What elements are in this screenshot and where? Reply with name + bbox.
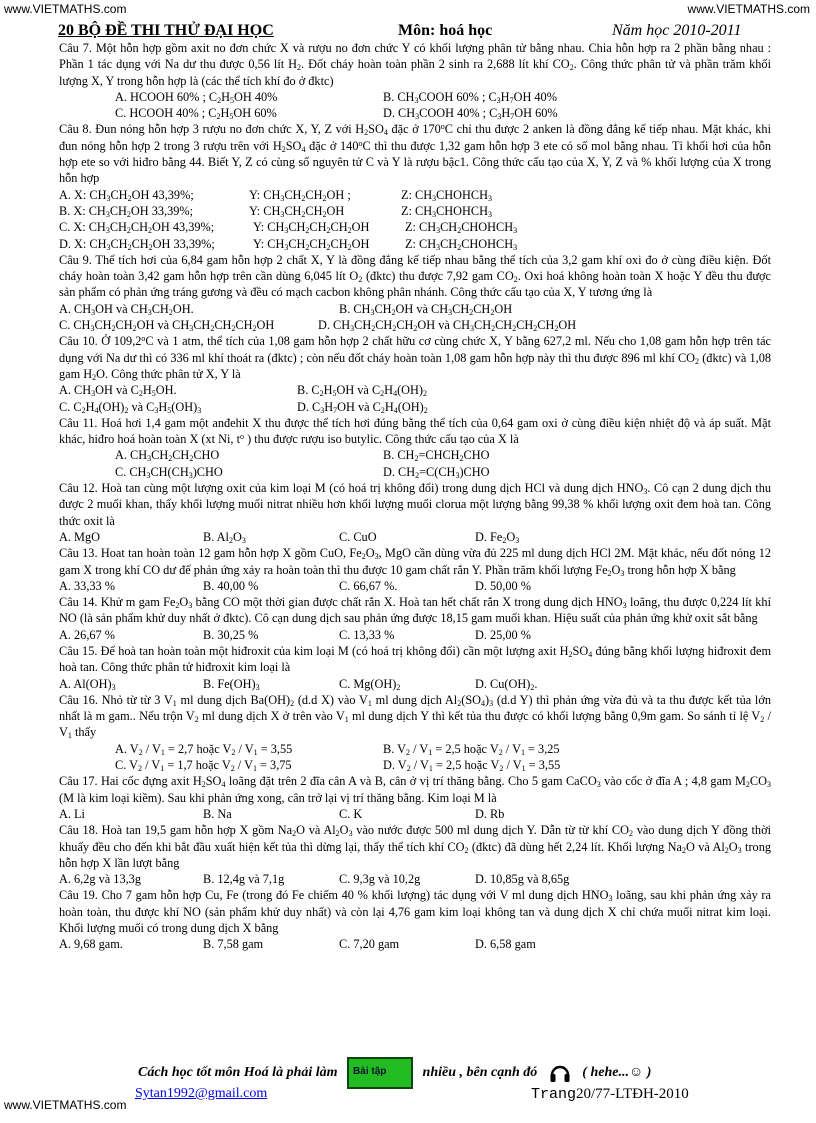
page-number [531,1086,689,1103]
footer-slogan [138,1057,651,1089]
header-title: 20 BỘ ĐỀ THI THỬ ĐẠI HỌC [58,22,274,39]
headphones-icon [549,1062,571,1084]
question-13: Câu 13. Hoat tan hoàn toàn 12 gam hỗn hợp X gồm CuO, $Fe_2O_3$, MgO cần dùng vừa đủ 225 ml dung dịch HCl 2M. Mặt khác, nếu đốt nóng 12 gam X trong khí CO dư để phản ứng xảy ra hoàn toàn thì thu được 10 gam chất rắn Y. Phần trăm khối lượng $Fe_2O_3$ trong hỗn hợp X bằng [59,546,771,578]
question-11: Câu 11. Hoá hơi 1,4 gam một anđehit X thu được thể tích hơi đúng bằng thể tích của 0,64 gam oxi ở cùng điều kiện nhiệt độ và áp suất. Mặt khác, hiđro hoá hoàn toàn X (xt Ni, $t^o$ ) thu được rượu iso butylic. Công thức cấu tạo của X là [59,415,771,447]
question-16: Câu 16. Nhỏ từ từ 3 $V_1$ ml dung dịch $Ba(OH)_2$ (d.d X) vào $V_1$ ml dung dịch $Al_2(SO_4)_3$ (d.d Y) thì phản ứng vừa đủ và ta thu được kết tủa lớn nhất là m gam.. Nếu trộn $V_2$ ml dung dịch X ở trên vào $V_1$ ml dung dịch Y thì kết tủa thu được có khối lượng bằng 0,9m gam. So sánh tỉ lệ $V_2 / V_1$ thấy [59,692,771,741]
page-header [58,22,778,42]
question-14: Câu 14. Khử m gam $Fe_2O_3$ bằng CO một thời gian được chất rắn X. Hoà tan hết chất rắn X trong dung dịch $HNO_3$ loãng, thu được 0,224 lít khí NO (là sản phẩm khử duy nhất ở đktc). Cô cạn dung dịch sau phản ứng được 18,15 gam muối khan. Hiệu suất của phản ứng khử oxit sắt bằng [59,595,771,626]
question-9: Câu 9. Thể tích hơi của 6,84 gam hỗn hợp 2 chất X, Y là đồng đẳng kế tiếp nhau bằng thể tích của 3,2 gam khí oxi đo ở cùng điều kiện. Đốt cháy hoàn toàn 3,42 gam hỗn hợp trên cần dùng 6,045 lít $O_2$ (đktc) thu được 7,92 gam $CO_2$. Oxi hoá không hoàn toàn X hoặc Y đều thu được sản phẩm có phản ứng tráng gương và đều có mạch cacbon không phân nhánh. Công thức cấu tạo của X, Y tương ứng là [59,252,772,300]
watermark-top-left: www.VIETMATHS.com [4,2,127,16]
watermark-bottom-left: www.VIETMATHS.com [4,1098,127,1112]
header-year: Năm học 2010-2011 [612,22,742,39]
header-subject: Môn: hoá học [398,22,493,39]
page-label: 20/77-LTĐH-2010 [576,1086,689,1102]
watermark-top-right: www.VIETMATHS.com [687,2,810,16]
question-8: Câu 8. Đun nóng hỗn hợp 3 rượu no đơn chức X, Y, Z với $H_2SO_4$ đặc ở 170$^o$C chỉ thu được 2 anken là đồng đẳng kế tiếp nhau. Mặt khác, khi đun nóng hỗn hợp 2 trong 3 rượu trên với $H_2SO_4$ đặc ở 140$^o$C thì thu được 1,32 gam hỗn hợp 3 ete có số mol bằng nhau. Tỉ khối hơi của hỗn hợp ete so với hiđro bằng 44. Biết Y, Z có cùng số nguyên tử C và Y là rượu bậc1. Công thức cấu tạo của X, Y, Z và % khối lượng của X trong hỗn hợp [59,122,771,186]
question-list: Câu 7. Một hỗn hợp gồm axit no đơn chức X và rượu no đơn chức Y có khối lượng phân tử bằng nhau. Chia hỗn hợp ra 2 phần bằng nhau : Phần 1 tác dụng với Na dư thu được 0,56 lít $H_2$. Đốt cháy hoàn toàn phần 2 sinh ra 2,688 lít khí $CO_2$. Công thức phân tử và phần trăm khối lượng X, Y trong hỗn hợp là (các thể tích khí đo ở đktc) A. HCOOH 60% ; $C_2H_5OH$ 40% B. $CH_3COOH$ 60% ; $C_3H_7OH$ 40% C. HCOOH 40% ; $C_2H_5OH$ 60% D. $CH_3COOH$ 40% ; $C_3H_7OH$ 60% Câu 8. Đun nóng hỗn hợp 3 rượu no đơn chức X, Y, Z với $H_2SO_4$ đặc ở 170$^o$C chỉ thu được 2 anken là đồng đẳng kế tiếp nhau. Mặt khác, khi đun nóng hỗn hợp 2 trong 3 rượu trên với $H_2SO_4$ đặc ở 140$^o$C thì thu được 1,32 gam hỗn hợp 3 ete có số mol bằng nhau. Tỉ khối hơi của hỗn hợp ete so với hiđro bằng 44. Biết Y, Z có cùng số nguyên tử C và Y là rượu bậc1. Công thức cấu tạo của X, Y, Z và % khối lượng của X trong hỗn hợp A. X: $CH_3CH_2OH$ 43,39%; Y: $CH_3CH_2CH_2OH$ ; Z: $CH_3CHOHCH_3$ B. X: $CH_3CH_2OH$ 33,39%; Y: $CH_3CH_2CH_2OH$ Z: $CH_3CHOHCH_3$ C. X: $CH_3CH_2CH_2OH$ 43,39%; Y: $CH_3CH_2CH_2CH_2OH$ Z: $CH_3CH_2CHOHCH_3$ D. X: $CH_3CH_2CH_2OH$ 33,39%; Y: $CH_3CH_2CH_2CH_2OH$ Z: $CH_3CH_2CHOHCH_3$ Câu 9. Thể tích hơi của 6,84 gam hỗn hợp 2 chất X, Y là đồng đẳng kế tiếp nhau bằng thể tích của 3,2 gam khí oxi đo ở cùng điều kiện. Đốt cháy hoàn toàn 3,42 gam hỗn hợp trên cần dùng 6,045 lít $O_2$ (đktc) thu được 7,92 gam $CO_2$. Oxi hoá không hoàn toàn X hoặc Y đều thu được sản phẩm có phản ứng tráng gương và đều có mạch cacbon không phân nhánh. Công thức cấu tạo của X, Y tương ứng là A. $CH_3OH$ và $CH_3CH_2OH$. B. $CH_3CH_2OH$ và $CH_3CH_2CH_2OH$ C. $CH_3CH_2CH_2OH$ và $CH_3CH_2CH_2CH_2OH$ D. $CH_3CH_2CH_2CH_2OH$ và $CH_3CH_2CH_2CH_2CH_2OH$ Câu 10. Ở 109,2$^o$C và 1 atm, thể tích của 1,08 gam hỗn hợp 2 chất hữu cơ cùng chức X, Y bằng 627,2 ml. Nếu cho 1,08 gam hỗn hợp trên tác dụng với Na dư thì có 336 ml khí thoát ra (đktc) ; còn nếu đốt cháy hoàn toàn 1,08 gam hỗn hợp này thì thu được 896 ml khí $CO_2$ (đktc) và 1,08 gam $H_2O$. Công thức phân tử X, Y là A. $CH_3OH$ và $C_2H_5OH$. B. $C_2H_5OH$ và $C_2H_4(OH)_2$ C. $C_2H_4(OH)_2$ và $C_3H_5(OH)_3$ D. $C_3H_7OH$ và $C_2H_4(OH)_2$ Câu 11. Hoá hơi 1,4 gam một anđehit X thu được thể tích hơi đúng bằng thể tích của 0,64 gam oxi ở cùng điều kiện nhiệt độ và áp suất. Mặt khác, hiđro hoá hoàn toàn X (xt Ni, $t^o$ ) thu được rượu iso butylic. Công thức cấu tạo của X là A. $CH_3CH_2CH_2CHO$ B. $CH_2=CHCH_2CHO$ C. $CH_3CH(CH_3)CHO$ D. $CH_2=C(CH_3)CHO$ Câu 12. Hoà tan cùng một lượng oxit của kim loại M (có hoá trị không đổi) trong dung dịch HCl và dung dịch $HNO_3$. Cô cạn 2 dung dịch thu được 2 muối khan, thấy khối lượng muối nitrat nhiều hơn khối lượng muối clorua một lượng bằng 99,38 % khối lượng oxit đem hoà tan. Công thức oxit là A. MgO B. $Al_2O_3$ C. CuO D. $Fe_2O_3$ Câu 13. Hoat tan hoàn toàn 12 gam hỗn hợp X gồm CuO, $Fe_2O_3$, MgO cần dùng vừa đủ 225 ml dung dịch HCl 2M. Mặt khác, nếu đốt nóng 12 gam X trong khí CO dư để phản ứng xảy ra hoàn toàn thì thu được 10 gam chất rắn Y. Phần trăm khối lượng $Fe_2O_3$ trong hỗn hợp X bằng A. 33,33 % B. 40,00 % C. 66,67 %. D. 50,00 % Câu 14. Khử m gam $Fe_2O_3$ bằng CO một thời gian được chất rắn X. Hoà tan hết chất rắn X trong dung dịch $HNO_3$ loãng, thu được 0,224 lít khí NO (là sản phẩm khử duy nhất ở đktc). Cô cạn dung dịch sau phản ứng được 18,15 gam muối khan. Hiệu suất của phản ứng khử oxit sắt bằng A. 26,67 % B. 30,25 % C. 13,33 % D. 25,00 % Câu 15. Để hoà tan hoàn toàn một hiđroxit của kim loại M (có hoá trị không đổi) cần một lượng axit $H_2SO_4$ đúng bằng khối lượng hiđroxit đem hoà tan. Công thức phân tử hiđroxit kim loại là A. $Al(OH)_3$ B. $Fe(OH)_3$ C. $Mg(OH)_2$ D. $Cu(OH)_2$. Câu 16. Nhỏ từ từ 3 $V_1$ ml dung dịch $Ba(OH)_2$ (d.d X) vào $V_1$ ml dung dịch $Al_2(SO_4)_3$ (d.d Y) thì phản ứng vừa đủ và ta thu được kết tủa lớn nhất là m gam.. Nếu trộn $V_2$ ml dung dịch X ở trên vào $V_1$ ml dung dịch Y thì kết tủa thu được có khối lượng bằng 0,9m gam. So sánh tỉ lệ $V_2 / V_1$ thấy A. $V_2 / V_1 = 2,7$ hoặc $V_2 / V_1 = 3,55$ B. $V_2 / V_1 = 2,5$ hoặc $V_2 / V_1 = 3,25$ C. $V_2 / V_1 = 1,7$ hoặc $V_2 / V_1 = 3,75$ D. $V_2 / V_1 = 2,5$ hoặc $V_2 / V_1 = 3,55$ Câu 17. Hai cốc đựng axit $H_2SO_4$ loãng đặt trên 2 đĩa cân A và B, cân ở vị trí thăng bằng. Cho 5 gam CaCO$_3$ vào cốc ở đĩa A ; 4,8 gam $M_2CO_3$ (M là kim loại kiềm). Sau khi phản ứng xong, cân trở lại vị trí thăng bằng. Kim loại M là A. Li B. Na C. K D. Rb Câu 18. Hoà tan 19,5 gam hỗn hợp X gồm $Na_2O$ và $Al_2O_3$ vào nước được 500 ml dung dịch Y. Dẫn từ từ khí $CO_2$ vào dung dịch Y đồng thời khuấy đều cho đến khi bắt đầu xuất hiện kết tủa thì dừng lại, thấy thể tích khí $CO_2$ (đktc) đã dùng hết 2,24 lít. Khối lượng $Na_2O$ và $Al_2O_3$ trong hỗn hợp X lần lượt bằng A. 6,2g và 13,3g B. 12,4g và 7,1g C. 9,3g và 10,2g D. 10,85g và 8,65g Câu 19. Cho 7 gam hỗn hợp Cu, Fe (trong đó Fe chiếm 40 % khối lượng) tác dụng với V ml dung dịch $HNO_3$ loãng, sau khi phản ứng xảy ra hoàn toàn, thu được khí NO (sản phẩm khử duy nhất) và còn lại 4,76 gam kim loại không tan và dung dịch X chỉ chứa muối nitrat kim loại. Khối lượng muối có trong dung dịch X bằng A. 9,68 gam. B. 7,58 gam C. 7,20 gam D. 6,58 gam [59,41,772,952]
question-7: Câu 7. Một hỗn hợp gồm axit no đơn chức X và rượu no đơn chức Y có khối lượng phân tử bằng nhau. Chia hỗn hợp ra 2 phần bằng nhau : Phần 1 tác dụng với Na dư thu được 0,56 lít $H_2$. Đốt cháy hoàn toàn phần 2 sinh ra 2,688 lít khí $CO_2$. Công thức phân tử và phần trăm khối lượng X, Y trong hỗn hợp là (các thể tích khí đo ở đktc) [59,41,771,88]
badge-text: Bài tập [353,1066,387,1077]
slogan-before: Cách học tốt môn Hoá là phải làm [138,1065,338,1081]
question-12: Câu 12. Hoà tan cùng một lượng oxit của kim loại M (có hoá trị không đổi) trong dung dịch HCl và dung dịch $HNO_3$. Cô cạn 2 dung dịch thu được 2 muối khan, thấy khối lượng muối nitrat nhiều hơn khối lượng muối clorua một lượng bằng 99,38 % khối lượng oxit đem hoà tan. Công thức oxit là [59,481,772,528]
question-17: Câu 17. Hai cốc đựng axit $H_2SO_4$ loãng đặt trên 2 đĩa cân A và B, cân ở vị trí thăng bằng. Cho 5 gam CaCO$_3$ vào cốc ở đĩa A ; 4,8 gam $M_2CO_3$ (M là kim loại kiềm). Sau khi phản ứng xong, cân trở lại vị trí thăng bằng. Kim loại M là [59,774,771,805]
question-15: Câu 15. Để hoà tan hoàn toàn một hiđroxit của kim loại M (có hoá trị không đổi) cần một lượng axit $H_2SO_4$ đúng bằng khối lượng hiđroxit đem hoà tan. Công thức phân tử hiđroxit kim loại là [59,643,772,675]
question-19: Câu 19. Cho 7 gam hỗn hợp Cu, Fe (trong đó Fe chiếm 40 % khối lượng) tác dụng với V ml dung dịch $HNO_3$ loãng, sau khi phản ứng xảy ra hoàn toàn, thu được khí NO (sản phẩm khử duy nhất) và còn lại 4,76 gam kim loại không tan và dung dịch X chỉ chứa muối nitrat kim loại. Khối lượng muối có trong dung dịch X bằng [59,888,771,936]
exercise-badge-icon [347,1057,413,1089]
slogan-after: nhiều , bên cạnh đó [422,1065,538,1081]
question-10: Câu 10. Ở 109,2$^o$C và 1 atm, thể tích của 1,08 gam hỗn hợp 2 chất hữu cơ cùng chức X, Y bằng 627,2 ml. Nếu cho 1,08 gam hỗn hợp trên tác dụng với Na dư thì có 336 ml khí thoát ra (đktc) ; còn nếu đốt cháy hoàn toàn 1,08 gam hỗn hợp này thì thu được 896 ml khí $CO_2$ (đktc) và 1,08 gam $H_2O$. Công thức phân tử X, Y là [59,334,772,382]
email-link[interactable]: Sytan1992@gmail.com [135,1086,268,1101]
page-prefix: Trang [531,1086,577,1103]
question-18: Câu 18. Hoà tan 19,5 gam hỗn hợp X gồm $Na_2O$ và $Al_2O_3$ vào nước được 500 ml dung dịch Y. Dẫn từ từ khí $CO_2$ vào dung dịch Y đồng thời khuấy đều cho đến khi bắt đầu xuất hiện kết tủa thì dừng lại, thấy thể tích khí $CO_2$ (đktc) đã dùng hết 2,24 lít. Khối lượng $Na_2O$ và $Al_2O_3$ trong hỗn hợp X lần lượt bằng [59,823,771,870]
hehe-text: ( hehe...☺ ) [582,1065,652,1081]
